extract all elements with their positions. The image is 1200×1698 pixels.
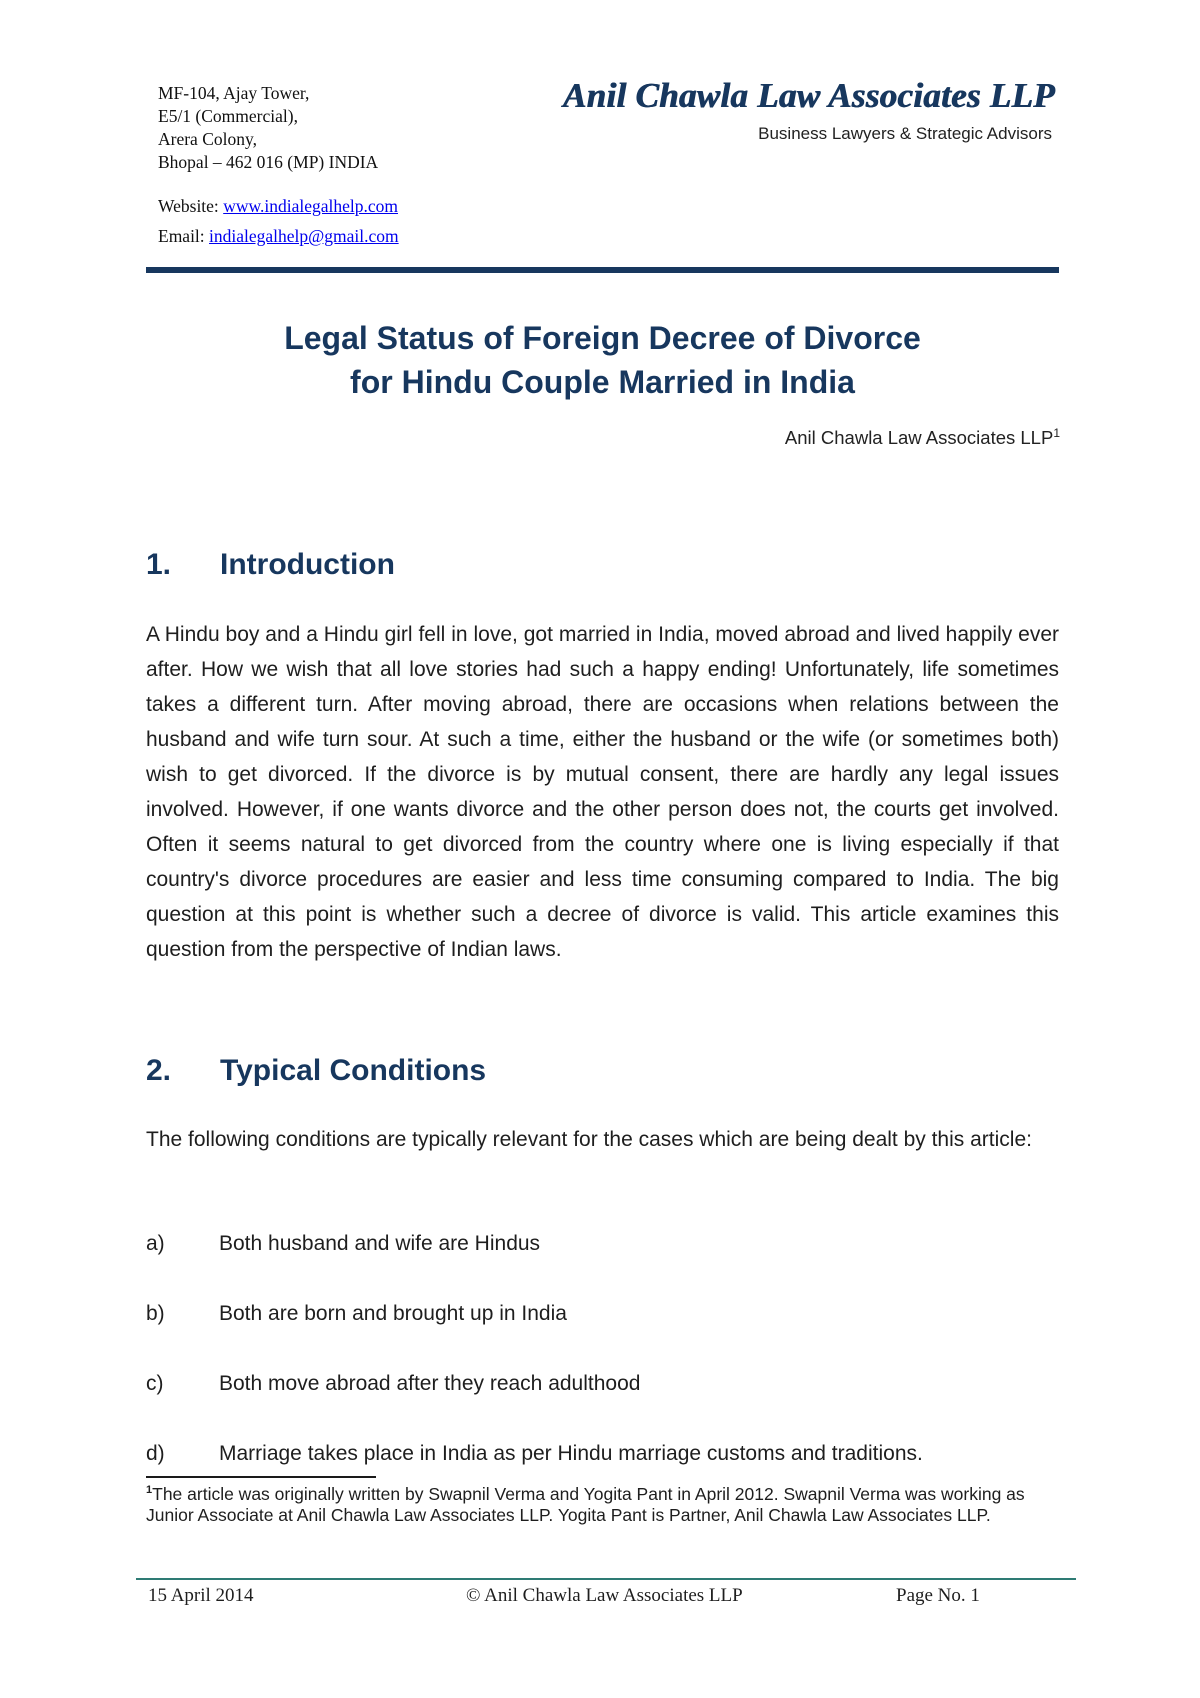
section-number: 1.	[146, 548, 172, 581]
address-line: Bhopal – 462 016 (MP) INDIA	[158, 152, 379, 172]
list-marker: a)	[146, 1232, 165, 1255]
list-marker: d)	[146, 1442, 165, 1465]
website-row	[158, 191, 399, 221]
address-line: MF-104, Ajay Tower,	[158, 83, 310, 103]
firm-tagline: Business Lawyers & Strategic Advisors	[758, 124, 1052, 143]
contact-block	[158, 191, 399, 251]
section-title: Typical Conditions	[220, 1054, 487, 1087]
list-marker: b)	[146, 1302, 165, 1325]
footer-date: 15 April 2014	[148, 1585, 254, 1606]
byline-text: Anil Chawla Law Associates LLP	[784, 427, 1054, 449]
email-label: Email:	[158, 226, 210, 246]
footnote	[146, 1480, 1066, 1526]
footer-divider	[136, 1578, 1076, 1580]
address-line: Arera Colony,	[158, 129, 257, 149]
list-text: Marriage takes place in India as per Hindu marriage customs and traditions.	[219, 1442, 923, 1465]
list-item	[146, 1232, 540, 1256]
address-block	[158, 82, 378, 174]
byline	[785, 426, 1060, 449]
address-line: E5/1 (Commercial),	[158, 106, 298, 126]
section-heading	[146, 1054, 486, 1088]
footer-page-number: Page No. 1	[896, 1585, 980, 1606]
section-paragraph: A Hindu boy and a Hindu girl fell in love, got married in India, moved abroad and lived happily ever after. How we wish that all love stories had such a happy ending! Unfortunately, life sometimes takes a different turn. After moving abroad, there are occasions when relations between the husband and wife turn sour. At such a time, either the husband or the wife (or sometimes both) wish to get divorced. If the divorce is by mutual consent, there are hardly any legal issues involved. However, if one wants divorce and the other person does not, the courts get involved. Often it seems natural to get divorced from the country where one is living especially if that country's divorce procedures are easier and less time consuming compared to India. The big question at this point is whether such a decree of divorce is valid. This article examines this question from the perspective of Indian laws.	[146, 623, 1059, 961]
list-text: Both husband and wife are Hindus	[219, 1232, 541, 1255]
list-text: Both move abroad after they reach adulthood	[219, 1372, 641, 1395]
email-link[interactable]: indialegalhelp@gmail.com	[209, 226, 399, 246]
document-title	[146, 316, 1059, 404]
footer-copyright: © Anil Chawla Law Associates LLP	[466, 1585, 743, 1606]
email-row	[158, 221, 399, 251]
website-link[interactable]: www.indialegalhelp.com	[223, 196, 398, 216]
list-item	[146, 1442, 923, 1466]
list-text: Both are born and brought up in India	[219, 1302, 567, 1325]
firm-logo-name: Anil Chawla Law Associates LLP	[563, 76, 1055, 115]
list-marker: c)	[146, 1372, 164, 1395]
footnote-ref: 1	[1053, 426, 1060, 440]
footnote-text: The article was originally written by Swapnil Verma and Yogita Pant in April 2012. Swapnil Verma was working as Junior Associate at Anil Chawla Law Associates LLP. Yogita Pant is Partner, Anil Chawla Law Associates LLP.	[146, 1483, 1025, 1525]
footnote-marker: 1	[146, 1484, 153, 1496]
section-paragraph: The following conditions are typically relevant for the cases which are being dealt by this article:	[146, 1128, 1032, 1151]
section-number: 2.	[146, 1054, 172, 1087]
list-item	[146, 1372, 640, 1396]
section-title: Introduction	[220, 548, 395, 581]
title-line: for Hindu Couple Married in India	[350, 364, 855, 400]
title-line: Legal Status of Foreign Decree of Divorce	[284, 320, 921, 356]
website-label: Website:	[158, 196, 224, 216]
footnote-divider	[146, 1476, 376, 1478]
section-heading	[146, 548, 395, 582]
list-item	[146, 1302, 567, 1326]
header-divider	[146, 267, 1059, 273]
